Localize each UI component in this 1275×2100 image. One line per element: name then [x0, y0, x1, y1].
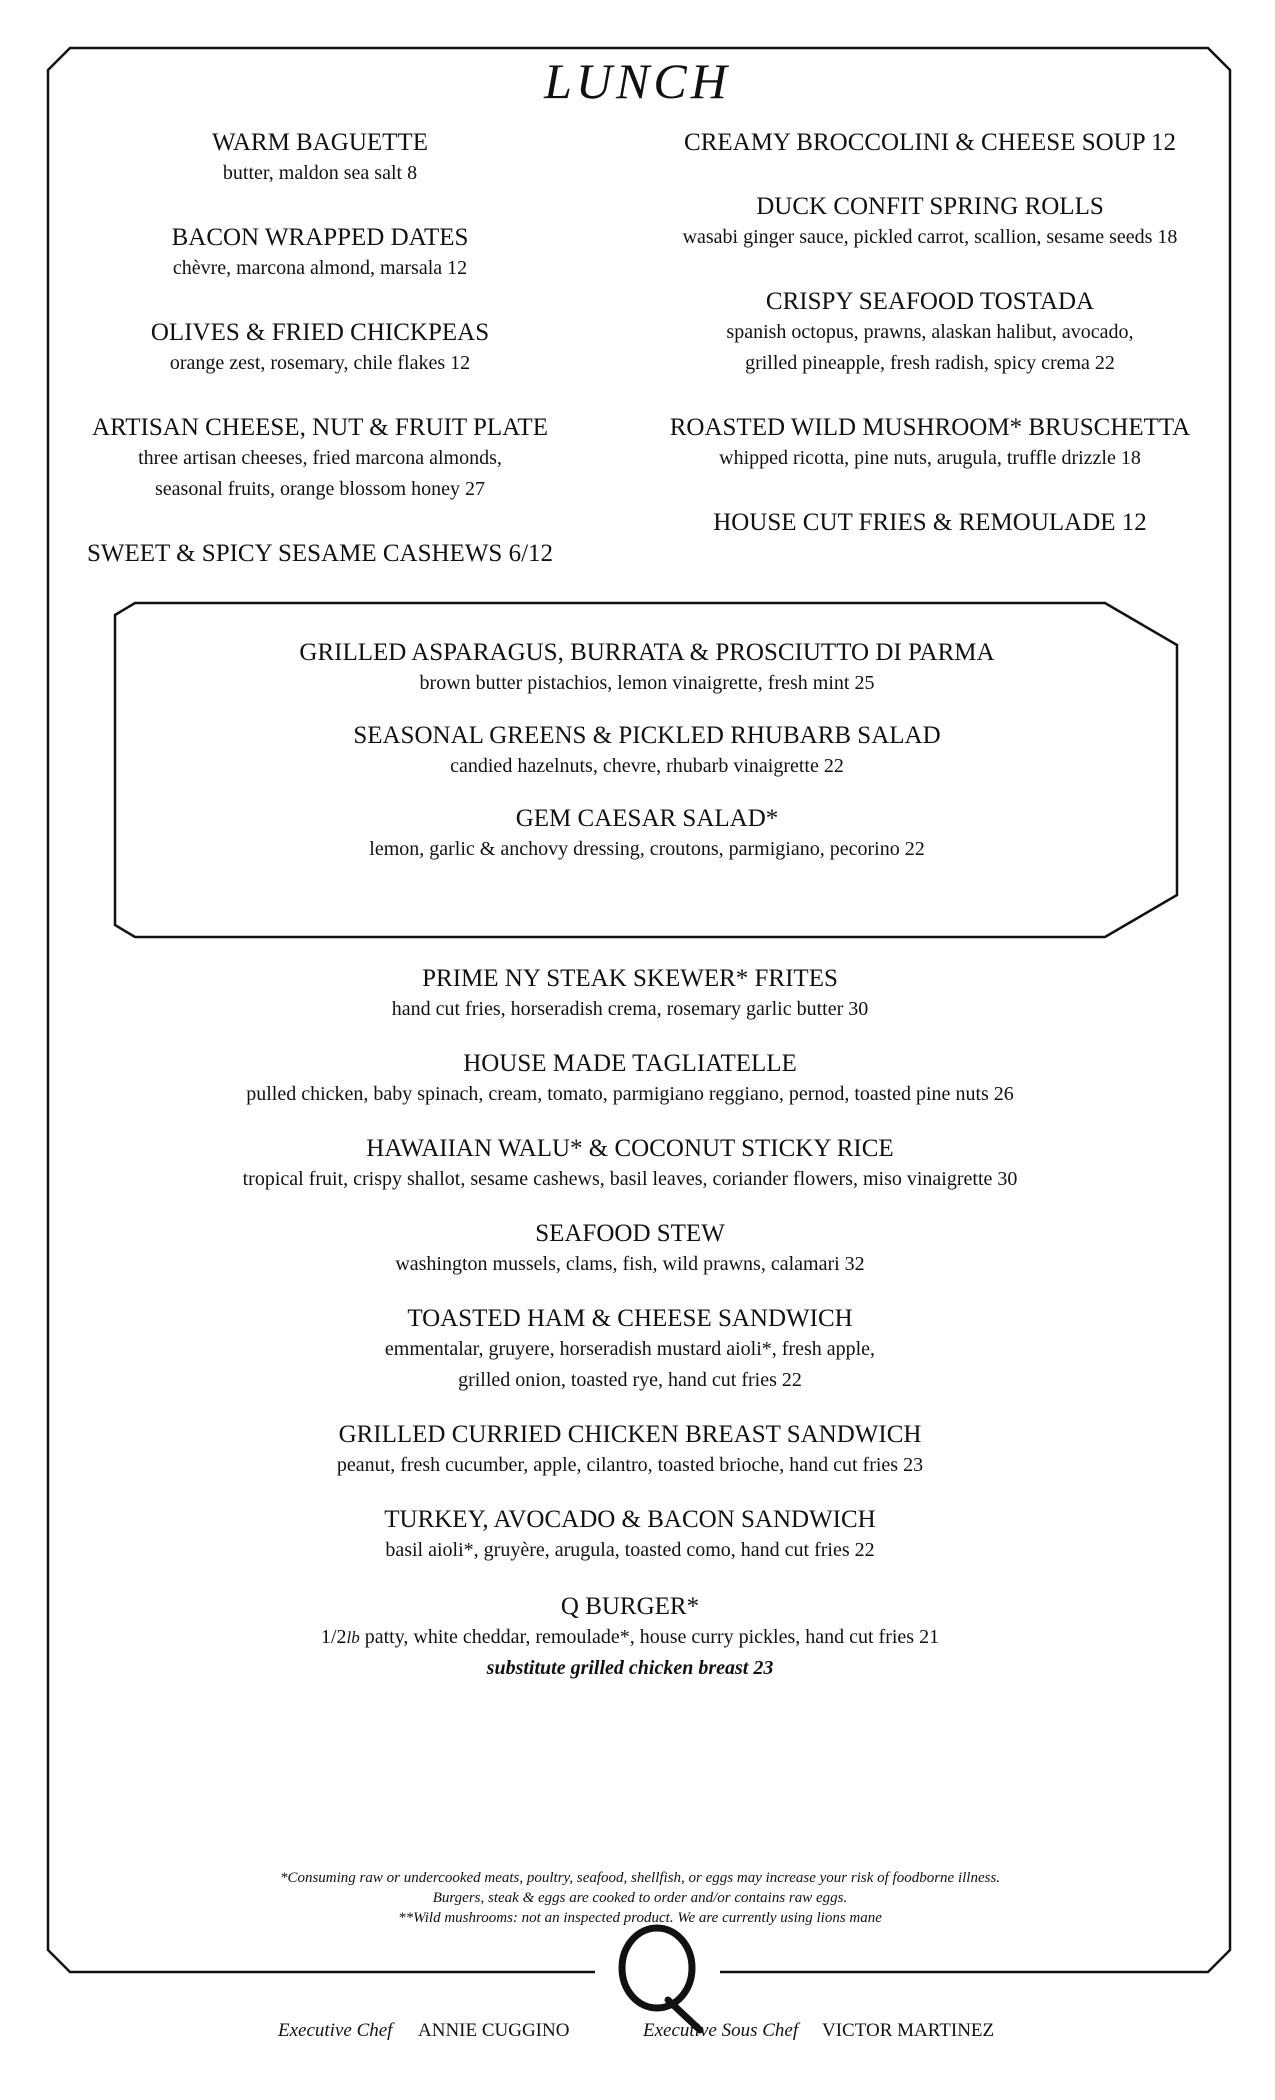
menu-item — [640, 192, 1220, 253]
item-desc: brown butter pistachios, lemon vinaigrette, fresh mint 25 — [419, 672, 875, 694]
exec-chef-name: ANNIE CUGGINO — [418, 2020, 570, 2041]
item-name: WARM BAGUETTE — [212, 129, 428, 156]
item-desc — [80, 1622, 1180, 1653]
item-desc: basil aioli*, gruyère, arugula, toasted como, hand cut fries 22 — [385, 1539, 875, 1561]
menu-item — [118, 638, 1176, 699]
menu-item — [118, 804, 1176, 865]
item-name: TOASTED HAM & CHEESE SANDWICH — [407, 1305, 853, 1332]
item-name: HOUSE CUT FRIES & REMOULADE 12 — [713, 509, 1147, 536]
item-desc: lemon, garlic & anchovy dressing, croutons, parmigiano, pecorino 22 — [369, 838, 925, 860]
item-name: OLIVES & FRIED CHICKPEAS — [150, 319, 490, 346]
menu-item — [80, 964, 1180, 1025]
item-name: HAWAIIAN WALU* & COCONUT STICKY RICE — [366, 1135, 894, 1162]
menu-item — [118, 721, 1176, 782]
menu-item — [640, 508, 1220, 538]
item-desc: pulled chicken, baby spinach, cream, tomato, parmigiano reggiano, pernod, toasted pine nuts 26 — [246, 1083, 1014, 1105]
menu-item — [640, 128, 1220, 158]
item-desc: emmentalar, gruyere, horseradish mustard aioli*, fresh apple, — [384, 1338, 876, 1360]
item-name: ROASTED WILD MUSHROOM* BRUSCHETTA — [669, 414, 1191, 441]
menu-item — [80, 539, 560, 569]
item-desc: wasabi ginger sauce, pickled carrot, scallion, sesame seeds 18 — [682, 226, 1178, 248]
q-logo — [622, 1928, 700, 2030]
item-desc: grilled onion, toasted rye, hand cut fries 22 — [458, 1369, 802, 1391]
menu-item — [80, 1134, 1180, 1195]
exec-chef-role: Executive Chef — [278, 2020, 393, 2041]
menu-item — [80, 1420, 1180, 1481]
chef-credits — [0, 2020, 1275, 2050]
item-desc: hand cut fries, horseradish crema, rosemary garlic butter 30 — [391, 998, 869, 1020]
menu-item — [80, 318, 560, 379]
item-name: SEASONAL GREENS & PICKLED RHUBARB SALAD — [353, 722, 941, 749]
menu-item-q-burger — [80, 1592, 1180, 1684]
item-name: GRILLED CURRIED CHICKEN BREAST SANDWICH — [338, 1421, 922, 1448]
item-desc: grilled pineapple, fresh radish, spicy crema 22 — [745, 352, 1115, 374]
menu-item — [80, 1505, 1180, 1566]
item-substitution: substitute grilled chicken breast 23 — [486, 1657, 774, 1679]
item-name: SWEET & SPICY SESAME CASHEWS 6/12 — [86, 540, 554, 567]
item-name: SEAFOOD STEW — [535, 1220, 725, 1247]
footnote-line: *Consuming raw or undercooked meats, poultry, seafood, shellfish, or eggs may increase your risk of foodborne illness. — [279, 1870, 1001, 1886]
item-name: PRIME NY STEAK SKEWER* FRITES — [422, 965, 838, 992]
item-desc: orange zest, rosemary, chile flakes 12 — [169, 352, 471, 374]
burger-unit: lb — [346, 1628, 360, 1647]
item-desc: candied hazelnuts, chevre, rhubarb vinaigrette 22 — [450, 755, 844, 777]
footnote-line: **Wild mushrooms: not an inspected product. We are currently using lions mane — [398, 1910, 882, 1926]
menu-item — [80, 1049, 1180, 1110]
footnote-line: Burgers, steak & eggs are cooked to order and/or contains raw eggs. — [432, 1890, 848, 1906]
sous-chef-name: VICTOR MARTINEZ — [822, 2020, 995, 2041]
starters-right-column — [640, 128, 1220, 538]
item-name: GEM CAESAR SALAD* — [515, 805, 779, 832]
item-desc: tropical fruit, crispy shallot, sesame cashews, basil leaves, coriander flowers, miso vinaigrette 30 — [242, 1168, 1018, 1190]
item-name: CRISPY SEAFOOD TOSTADA — [765, 288, 1095, 315]
menu-item — [80, 413, 560, 505]
item-desc: whipped ricotta, pine nuts, arugula, truffle drizzle 18 — [719, 447, 1141, 469]
item-desc: peanut, fresh cucumber, apple, cilantro, toasted brioche, hand cut fries 23 — [336, 1454, 924, 1476]
item-desc: butter, maldon sea salt 8 — [222, 162, 418, 184]
mains-section — [80, 964, 1180, 1684]
item-name: BACON WRAPPED DATES — [171, 224, 469, 251]
salads-box — [118, 602, 1176, 937]
item-name: GRILLED ASPARAGUS, BURRATA & PROSCIUTTO DI PARMA — [299, 639, 995, 666]
item-desc: spanish octopus, prawns, alaskan halibut, avocado, — [726, 321, 1134, 343]
item-desc: washington mussels, clams, fish, wild prawns, calamari 32 — [395, 1253, 865, 1275]
item-name: ARTISAN CHEESE, NUT & FRUIT PLATE — [92, 414, 548, 441]
footnotes — [160, 1868, 1120, 1928]
menu-item — [80, 223, 560, 284]
burger-fraction: 1/2 — [320, 1626, 347, 1648]
menu-item — [640, 413, 1220, 474]
menu-item — [80, 1219, 1180, 1280]
menu-title: LUNCH — [544, 53, 731, 109]
menu-item — [640, 287, 1220, 379]
item-desc: chèvre, marcona almond, marsala 12 — [172, 257, 468, 279]
item-name: TURKEY, AVOCADO & BACON SANDWICH — [384, 1506, 876, 1533]
sous-chef-role: Executive Sous Chef — [643, 2020, 799, 2041]
item-desc: three artisan cheeses, fried marcona almonds, — [138, 447, 502, 469]
item-name: Q BURGER* — [560, 1593, 700, 1620]
starters-left-column — [80, 128, 560, 569]
item-name: CREAMY BROCCOLINI & CHEESE SOUP 12 — [684, 129, 1176, 156]
item-name: DUCK CONFIT SPRING ROLLS — [756, 193, 1104, 220]
menu-item — [80, 1304, 1180, 1396]
menu-item — [80, 128, 560, 189]
burger-desc: patty, white cheddar, remoulade*, house curry pickles, hand cut fries 21 — [359, 1626, 940, 1648]
item-desc: seasonal fruits, orange blossom honey 27 — [155, 478, 485, 500]
item-name: HOUSE MADE TAGLIATELLE — [463, 1050, 797, 1077]
